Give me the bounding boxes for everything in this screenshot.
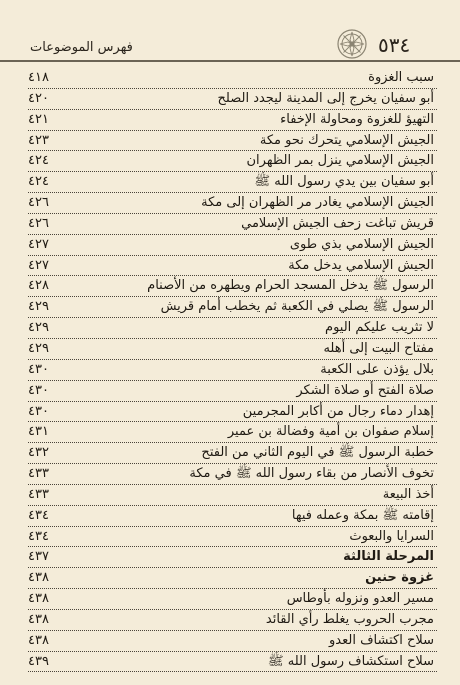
toc-entry-title: صلاة الفتح أو صلاة الشكر — [296, 382, 434, 398]
toc-entry — [28, 381, 437, 402]
toc-entry — [28, 193, 437, 214]
toc-entry-page: ٤٢٧ — [28, 257, 49, 273]
toc-entry-page: ٤٢٨ — [28, 278, 49, 294]
toc-entry-page: ٤٣٨ — [28, 611, 49, 627]
toc-entry — [28, 443, 437, 464]
toc-entry — [28, 527, 437, 548]
toc-entry — [28, 589, 437, 610]
toc-entry — [28, 256, 437, 277]
toc-entry-title: سبب الغزوة — [368, 70, 434, 85]
toc-entry-page: ٤٢٩ — [28, 320, 49, 336]
toc-entry-title: لا تثريب عليكم اليوم — [325, 320, 434, 336]
toc-entry — [28, 297, 437, 318]
header-rule — [0, 60, 460, 62]
toc-entry — [28, 235, 437, 256]
toc-entry-title: سلاح استكشاف رسول الله ﷺ — [267, 653, 434, 669]
toc-entry-title: غزوة حنين — [365, 570, 434, 586]
toc-entry-title: الجيش الإسلامي يدخل مكة — [288, 257, 434, 273]
toc-entry — [28, 610, 437, 631]
toc-entry-title: قريش تباغت زحف الجيش الإسلامي — [241, 215, 434, 231]
toc-entry — [28, 422, 437, 443]
toc-entry-page: ٤٣٩ — [28, 653, 49, 669]
toc-entry-title: أبو سفيان يخرج إلى المدينة ليجدد الصلح — [217, 90, 434, 106]
toc-entry — [28, 360, 437, 381]
toc-entry — [28, 68, 437, 89]
toc-entry — [28, 214, 437, 235]
toc-entry-title: الجيش الإسلامي بذي طوى — [289, 236, 434, 252]
toc-entry-page: ٤٢٤ — [28, 153, 49, 169]
toc-entry-page: ٤٣٨ — [28, 591, 49, 607]
toc-entry-page: ٤٢٩ — [28, 340, 49, 356]
toc-entry — [28, 652, 437, 673]
toc-entry-page: ٤٢١ — [28, 111, 49, 127]
toc-entry-title: المرحلة الثالثة — [343, 549, 434, 565]
toc-entry-title: الرسول ﷺ يصلي في الكعبة ثم يخطب أمام قريش — [160, 299, 434, 315]
toc-entry-page: ٤٣٨ — [28, 632, 49, 648]
toc-entry-title: الرسول ﷺ يدخل المسجد الحرام ويطهره من الأصنام — [147, 278, 434, 294]
toc-entry-page: ٤٣١ — [28, 424, 49, 440]
toc-entry-page: ٤٢٧ — [28, 236, 49, 252]
toc-entry-page: ٤٢٠ — [28, 90, 49, 106]
toc-entry-title: خطبة الرسول ﷺ في اليوم الثاني من الفتح — [201, 445, 434, 461]
toc-entry-page: ٤٣٤ — [28, 528, 49, 544]
toc-entry — [28, 547, 437, 568]
toc-entry-page: ٤٣٣ — [28, 486, 49, 502]
toc-entry-title: السرايا والبعوث — [349, 528, 434, 544]
toc-entry-page: ٤٣٨ — [28, 570, 49, 586]
running-title: فهرس الموضوعات — [30, 40, 133, 55]
toc-entry — [28, 276, 437, 297]
toc-entry-page: ٤٣٤ — [28, 507, 49, 523]
toc-entry-page: ٤٢٦ — [28, 195, 49, 211]
toc-entry-title: الجيش الإسلامي يغادر مر الظهران إلى مكة — [201, 195, 434, 211]
toc-entry-page: ٤٣٠ — [28, 403, 49, 419]
toc-entry — [28, 402, 437, 423]
toc-entry-page: ٤١٨ — [28, 70, 49, 85]
toc-entry — [28, 485, 437, 506]
toc-entry-title: تخوف الأنصار من بقاء رسول الله ﷺ في مكة — [189, 466, 434, 482]
toc-entry-title: إقامته ﷺ بمكة وعمله فيها — [291, 507, 434, 523]
toc-entry — [28, 318, 437, 339]
toc-entry-page: ٤٣٢ — [28, 445, 49, 461]
toc-entry-title: أبو سفيان بين يدي رسول الله ﷺ — [254, 174, 434, 190]
toc-entry — [28, 151, 437, 172]
toc-entry-title: الجيش الإسلامي ينزل بمر الظهران — [246, 153, 434, 169]
toc-entry — [28, 339, 437, 360]
toc-entry — [28, 568, 437, 589]
toc-entry-page: ٤٣٠ — [28, 361, 49, 377]
toc-entry-page: ٤٢٤ — [28, 174, 49, 190]
page-number: ٥٣٤ — [378, 33, 411, 57]
toc-entry-title: مجرب الحروب يغلط رأي القائد — [265, 611, 434, 627]
rosette-ornament-icon — [336, 28, 368, 60]
toc-entry — [28, 131, 437, 152]
toc-entry-title: إهدار دماء رجال من أكابر المجرمين — [242, 403, 434, 419]
toc-entry-page: ٤٢٣ — [28, 132, 49, 148]
toc-entry — [28, 172, 437, 193]
toc-entry — [28, 110, 437, 131]
toc-entry-title: التهيؤ للغزوة ومحاولة الإخفاء — [280, 111, 434, 127]
toc-entry-page: ٤٣٠ — [28, 382, 49, 398]
toc-entry-title: سلاح اكتشاف العدو — [328, 632, 434, 648]
toc-entry — [28, 89, 437, 110]
toc-entry-title: مسير العدو ونزوله بأوطاس — [286, 591, 434, 607]
toc-entry-page: ٤٢٦ — [28, 215, 49, 231]
toc-entry-title: مفتاح البيت إلى أهله — [323, 340, 434, 356]
toc-entry-page: ٤٣٧ — [28, 549, 49, 565]
toc-entry — [28, 631, 437, 652]
table-of-contents — [28, 68, 437, 672]
toc-entry-title: الجيش الإسلامي يتحرك نحو مكة — [259, 132, 434, 148]
toc-entry — [28, 506, 437, 527]
toc-entry-page: ٤٢٩ — [28, 299, 49, 315]
toc-entry-title: إسلام صفوان بن أمية وفضالة بن عمير — [227, 424, 434, 440]
toc-entry — [28, 464, 437, 485]
toc-entry-title: بلال يؤذن على الكعبة — [320, 361, 434, 377]
toc-entry-title: أخذ البيعة — [382, 486, 434, 502]
page-header — [0, 0, 460, 62]
toc-entry-page: ٤٣٣ — [28, 466, 49, 482]
